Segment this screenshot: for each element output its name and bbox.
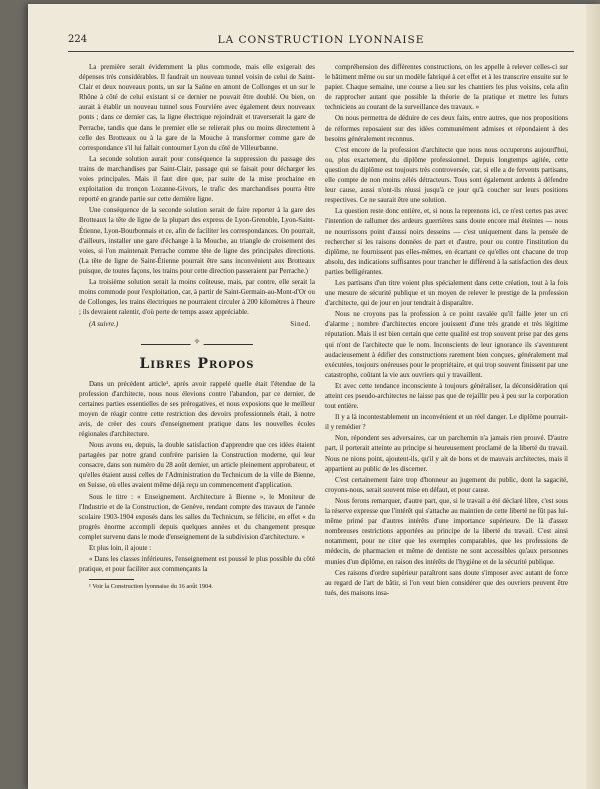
footnote: ¹ Voir la Construction lyonnaise du 16 août 1904. bbox=[89, 583, 213, 591]
article-signature-line bbox=[79, 319, 315, 329]
paragraph: Et plus loin, il ajoute : bbox=[89, 544, 152, 553]
section-title: Libres Propos bbox=[139, 356, 255, 373]
paragraph: La troisième solution serait la moins coûteuse, mais, par contre, elle serait la moins commode pour l'exploitation, car, à partir de Saint-Germain-au-Mont-d'Or ou de Collonges, les trains électriques ne pourraient circuler à 200 kilomètres à l'heure ; ils devraient ralentir, d'où perte de temps assez appréciable. bbox=[79, 277, 315, 317]
paragraph: Nous ferons remarquer, d'autre part, que, si le travail a été déclaré libre, c'est sous la réserve expresse que l'intérêt qui s'attache au maintien de cette liberté ne fût pas lui-même primé par d'autres intérêts d'une importance supérieure. De là d'assez nombreuses restrictions apportées au principe de la liberté du travail. C'est ainsi notamment, pour ne citer que les exemples comparables, que les professions de médecin, de pharmacien et même de dentiste ne sont accessibles qu'aux personnes munies d'un diplôme, en raison des intérêts de l'hygiène et de la sécurité publique. bbox=[325, 496, 568, 566]
header-rule bbox=[68, 51, 574, 52]
section-divider bbox=[79, 339, 315, 349]
paragraph: Sous le titre : « Enseignement. Architecture à Bienne », le Moniteur de l'Industrie et de la Construction, de Genève, rendant compte des travaux de l'année scolaire 1903-1904 exposés dans les salles du Technicum, se félicite, en effet « du progrès énorme accompli depuis quelques années et du changement presque complet survenu dans le mode d'enseignement de la subdivision d'architecture. » bbox=[79, 492, 315, 541]
paragraph: Les partisans d'un titre voient plus spécialement dans cette création, tout à la fois une mesure de sécurité publique et un moyen de relever le prestige de la profession d'architecte, qui de jour en jour tendrait à disparaître. bbox=[325, 278, 568, 308]
journal-page bbox=[28, 4, 600, 789]
running-title: LA CONSTRUCTION LYONNAISE bbox=[217, 34, 425, 46]
left-column bbox=[79, 62, 315, 762]
paragraph: Nous ne croyons pas la profession à ce point ravalée qu'il faille jeter un cri d'alarme ; nombre d'architectes encore jouissent d'une très grande et très légitime réputation. Mais il est bien certain que cette qualité est trop souvent prise par des gens qui n'ont de l'architecte que le nom. Inconscients de leur ignorance ils s'aventurent audacieusement à édifier des constructions rarement bien conçues, généralement mal exécutées, toujours onéreuses pour le propriétaire, et qui trop souvent finissent par une catastrophe, coûtant la vie aux ouvriers qui y travaillent. bbox=[325, 310, 568, 379]
footnote-rule bbox=[89, 579, 134, 580]
paragraph: La première serait évidemment la plus commode, mais elle exigerait des dépenses très considérables. Il faudrait un nouveau tunnel voisin de celui de Saint-Clair et deux nouveaux ponts, un sur la Saône en amont de Collonges et un sur le Rhône à côté de celui existant si ce dernier ne pouvait être doublé. Ou bien, on aurait à établir un nouveau tunnel sous Fourvière avec également deux nouveaux ponts ; dans ce dernier cas, la ligne électrique rejoindrait et traverserait la gare de Perrache, tandis que dans le premier elle se relierait plus ou moins directement à celle des Brotteaux ou à la gare de la Mouche à transformer comme gare de correspondance s'il lui fallait contourner Lyon du côté de Villeurbanne. bbox=[79, 63, 315, 152]
paragraph: Ces raisons d'ordre supérieur paraîtront sans doute s'imposer avec autant de force au regard de l'art de bâtir, si l'on veut bien considérer que des ouvriers peuvent être tués, des maisons insa- bbox=[325, 568, 568, 597]
paragraph: Non, répondent ses adversaires, car un parchemin n'a jamais rien prouvé. D'autre part, il porterait atteinte au principe si heureusement proclamé de la liberté du travail. Nous ne nions point, ajoutent-ils, qu'il y ait de bons et de mauvais architectes, mais il appartient au public de les discerner. bbox=[325, 434, 568, 473]
paragraph: La seconde solution aurait pour conséquence la suppression du passage des trains de marchandises par Saint-Clair, passage qui se faisait pour décharger les voies principales. Mais il faut dire que, par suite de la mise prochaine en exploitation du tronçon Lozanne-Givors, le trafic des marchandises pourra être reporté en grande partie sur cette dernière ligne. bbox=[79, 154, 315, 204]
paragraph: compréhension des différentes constructions, on les appelle à relever celles-ci sur le bâtiment même ou sur un modèle fabriqué à cet effet et à les transcrire ensuite sur le papier. Chaque semaine, une course a lieu sur les chantiers les plus voisins, cela afin de rapprocher autant que possible la théorie de la pratique et mettre les futurs techniciens au courant de la surveillance des travaux. » bbox=[325, 63, 568, 112]
right-column bbox=[325, 62, 568, 762]
paragraph: Et avec cette tendance inconsciente à toujours généraliser, la déconsidération qui atteint ces pseudo-architectes ne laisse pas que de rejaillir peu à peu sur la corporation tout entière. bbox=[325, 381, 568, 411]
paragraph: Une conséquence de la seconde solution serait de faire reporter à la gare des Brotteaux la tête de ligne de la plupart des express de Lyon-Grenoble, Lyon-Saint-Étienne, Lyon-Bourbonnais et ce, afin de faciliter les correspondances. On pourrait, d'ailleurs, installer une gare d'échange à la Mouche, au triangle de croisement des voies, si l'on maintenait Perrache comme tête de ligne des principales directions. (La tête de ligne de Saint-Étienne pourrait être sans inconvénient aux Brotteaux puisque, de toutes façons, les trains pour cette direction passeraient par Perrache.) bbox=[79, 206, 315, 275]
author-signature: Sined. bbox=[290, 320, 311, 329]
paragraph: Il y a là incontestablement un inconvénient et un réel danger. Le diplôme pourrait-il y remédier ? bbox=[325, 413, 568, 432]
paragraph: Dans un précédent article¹, après avoir rappelé quelle était l'étendue de la profession d'architecte, nous nous élevions contre l'abandon, par ce dernier, de certaines parties essentielles de ses prérogatives, et nous exposions que le meilleur moyen de réagir contre cette restriction des devoirs professionnels était, à notre avis, de créer des cours d'enseignement pratique dans les nouvelles écoles régionales d'architecture. bbox=[79, 379, 315, 438]
paragraph: On nous permettra de déduire de ces deux faits, entre autres, que nos propositions de réformes reposaient sur des idées communément admises et répondaient à des besoins généralement reconnus. bbox=[325, 114, 568, 143]
paragraph: Nous avons eu, depuis, la double satisfaction d'apprendre que ces idées étaient partagées par notre grand confrère parisien la Construction moderne, qui leur consacre, dans son numéro du 28 août dernier, un article pleinement approbateur, et qu'elles étaient aussi celles de l'Administration du Technicum de la ville de Bienne, en Suisse, où elles avaient même déjà reçu un commencement d'application. bbox=[79, 441, 315, 490]
page-header bbox=[68, 34, 574, 48]
divider-ornament-icon: ✧ bbox=[191, 337, 204, 347]
paragraph: C'est encore de la profession d'architecte que nous nous occuperons aujourd'hui, ou, plus exactement, du diplôme professionnel. Depuis longtemps agitée, cette question du diplôme est toujours très controversée, car, si elle a de fervents partisans, elle compte de non moins zélés détracteurs. Tous sont également ardents à défendre leur cause, aussi n'ont-ils réussi jusqu'à ce jour qu'à coucher sur leurs positions respectives. Ce ne saurait être une solution. bbox=[325, 145, 568, 205]
paragraph: C'est certainement faire trop d'honneur au jugement du public, dont la sagacité, croyons-nous, serait souvent mise en défaut, et pour cause. bbox=[325, 475, 568, 494]
to-be-continued: (A suivre.) bbox=[89, 320, 119, 329]
page-spine-shadow bbox=[586, 4, 600, 789]
paragraph: La question reste donc entière, et, si nous la reprenons ici, ce n'est certes pas avec l'intention de rallumer des ardeurs guerrières sans doute encore mal éteintes — nous ne nourrissons point d'aussi noirs desseins — c'est uniquement dans la pensée de rechercher si les raisons données de part et d'autre, pour ou contre l'institution du diplôme, ne fournissent pas elles-mêmes, en écartant ce qu'elles ont chacune de trop absolu, des indications suffisantes pour trancher le différend à la satisfaction des deux parties belligérantes. bbox=[325, 207, 568, 276]
page-number: 224 bbox=[68, 34, 88, 45]
paragraph: « Dans les classes inférieures, l'enseignement est poussé le plus possible du côté pratique, et pour faciliter aux commençants la bbox=[79, 555, 315, 574]
